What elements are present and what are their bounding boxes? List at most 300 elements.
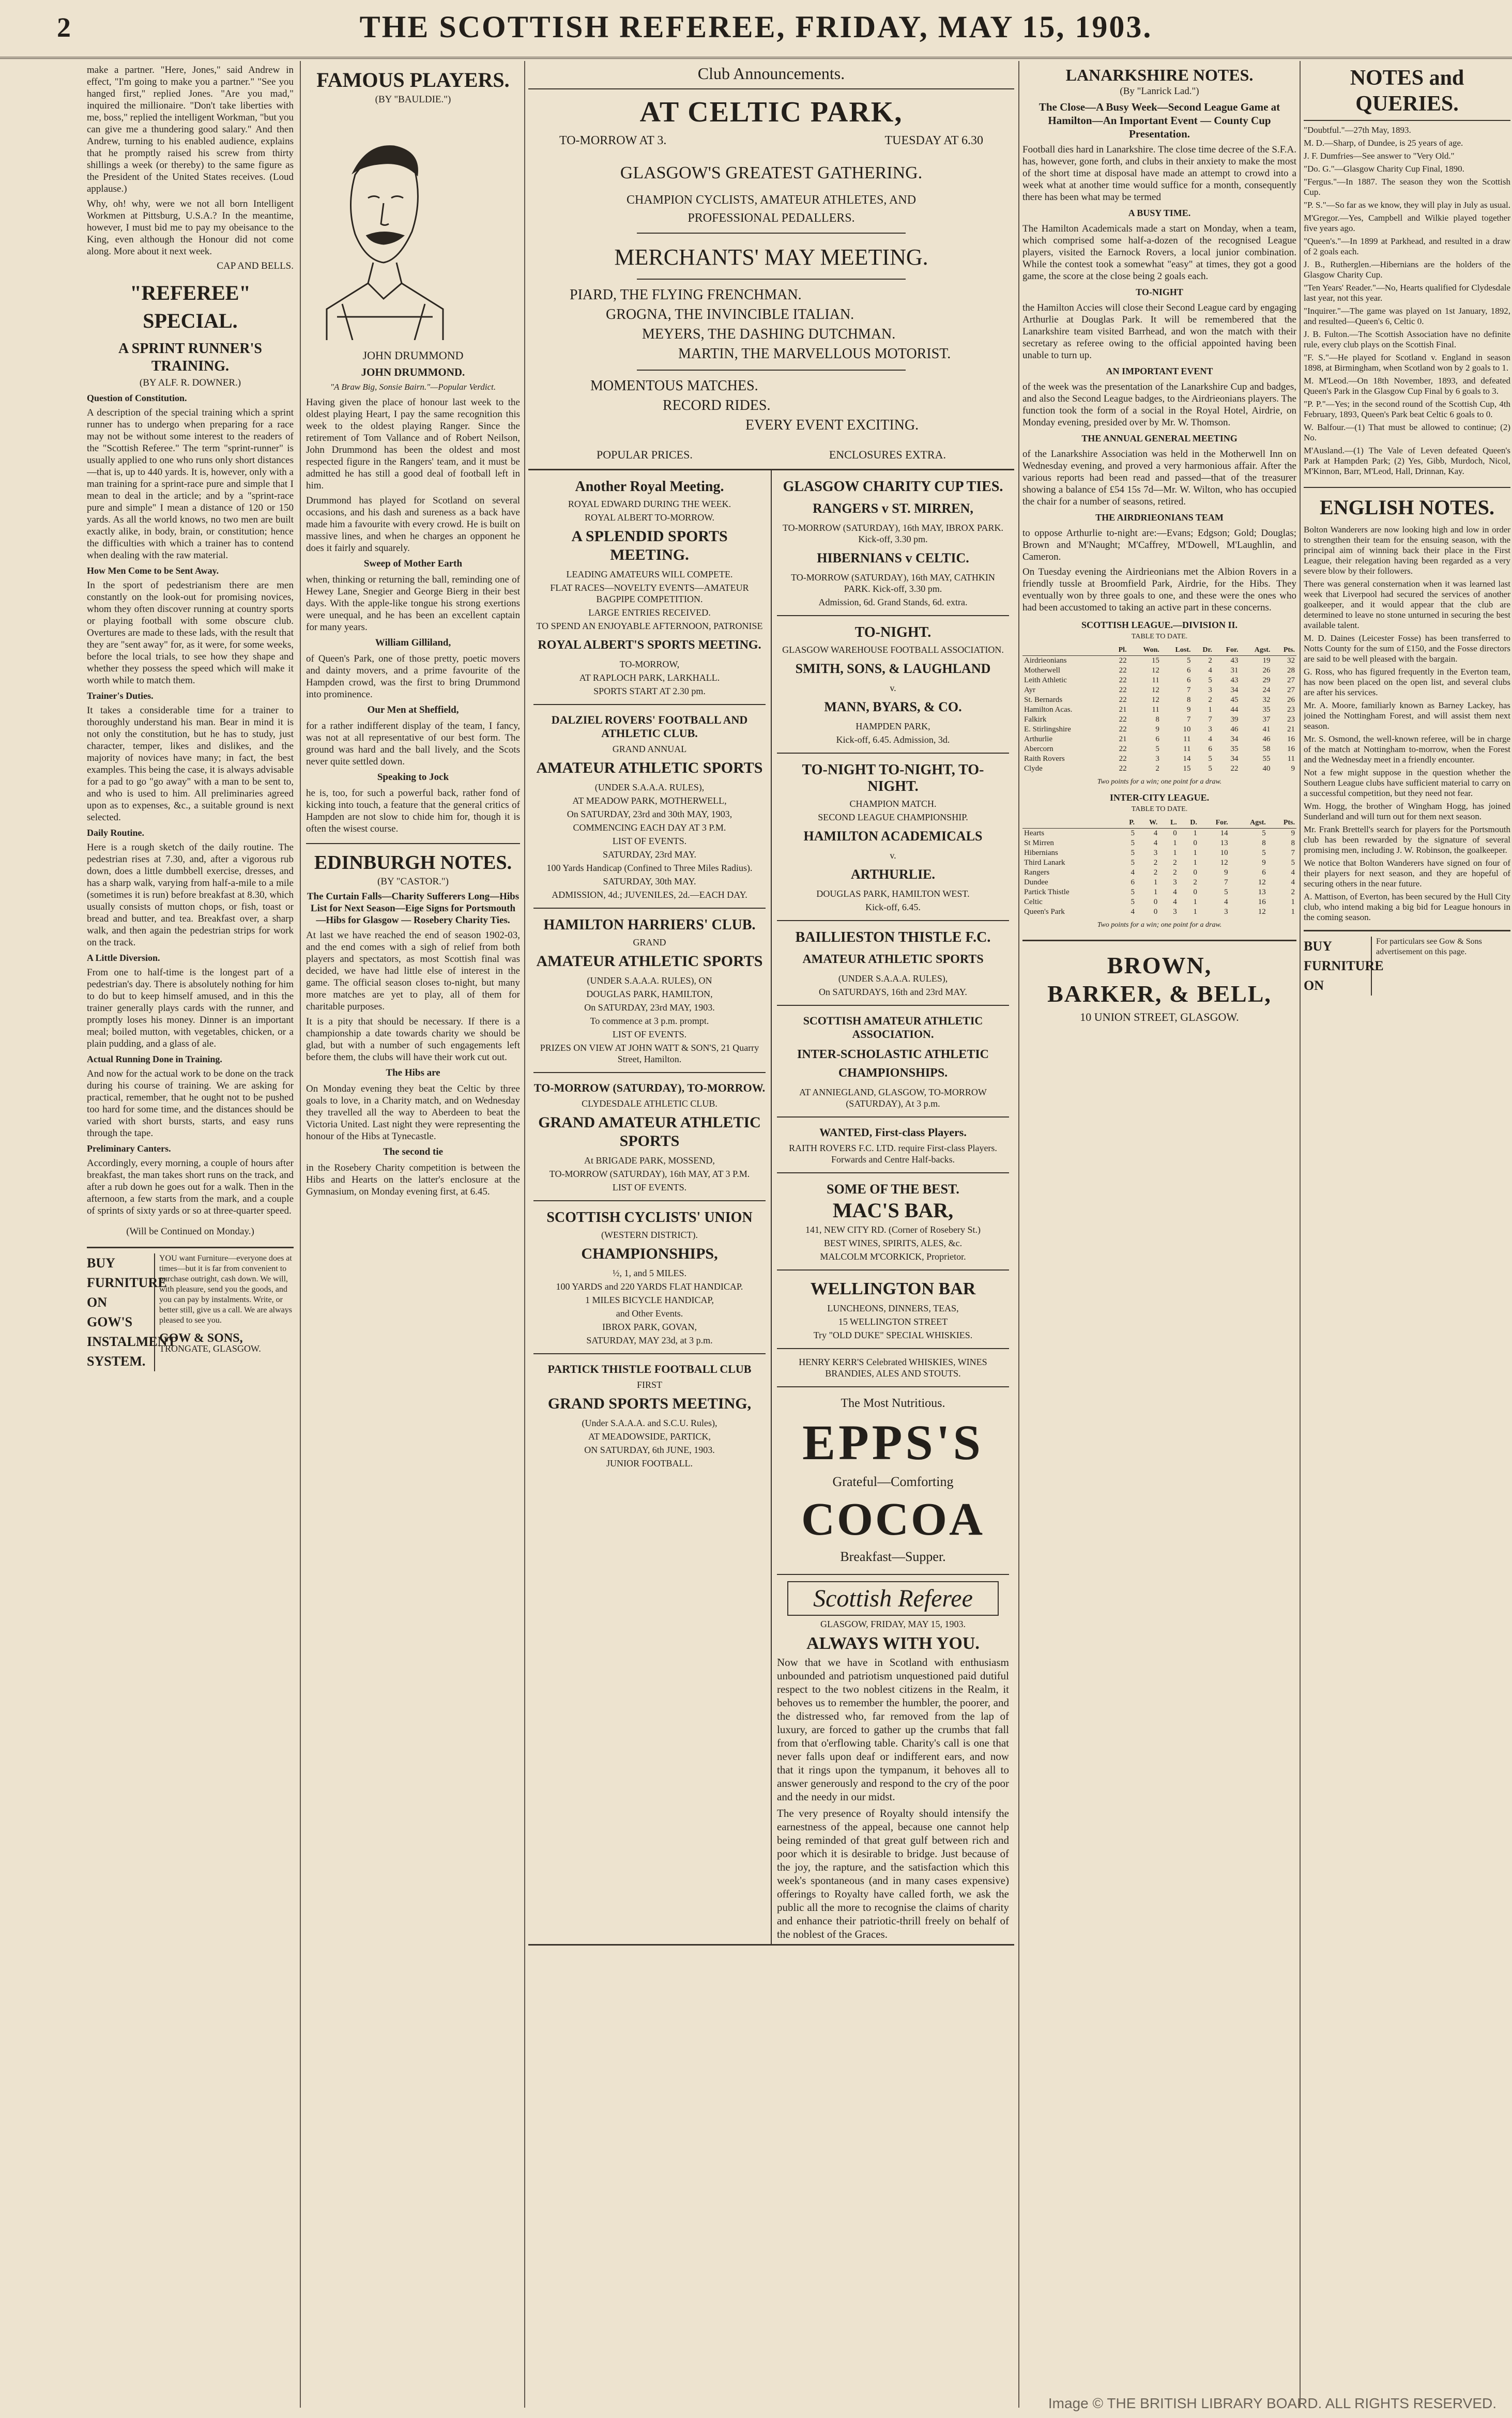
ad-word: ON bbox=[1304, 978, 1324, 993]
table-cell: 4 bbox=[1224, 898, 1228, 906]
table-cell: 1 bbox=[1193, 849, 1197, 857]
advert-line: v. bbox=[890, 683, 896, 693]
table-cell: 11 bbox=[1183, 735, 1191, 743]
article-paragraph: Having given the place of honour last week to the oldest playing Heart, I pay the same recognition this week to the oldest playing Ranger. Since the retirement of Tom Vallance and of Robert Neilson, John Drummond has been the oldest and most respected figure in the Rangers' team, and it must be admitted he has still a good deal of football left in him. bbox=[306, 397, 520, 491]
table-cell: 1 bbox=[1153, 888, 1158, 896]
advert-line: Kick-off, 6.45. Admission, 3d. bbox=[836, 734, 950, 745]
table-cell: 3 bbox=[1224, 908, 1228, 916]
column-header: P. bbox=[1119, 818, 1136, 829]
advert-title: DALZIEL ROVERS' FOOTBALL AND ATHLETIC CLUB. bbox=[551, 713, 748, 740]
brown-barker-bell-advert bbox=[1022, 940, 1296, 1024]
celtic-venue: AT CELTIC PARK, bbox=[639, 96, 903, 128]
table-cell: 9 bbox=[1262, 859, 1266, 867]
table-cell: Hearts bbox=[1024, 829, 1045, 837]
advert-line: IBROX PARK, GOVAN, bbox=[602, 1322, 697, 1332]
table-cell: 6 bbox=[1187, 666, 1191, 675]
table-cell: 11 bbox=[1152, 676, 1159, 684]
advert-line: DOUGLAS PARK, HAMILTON, bbox=[586, 989, 713, 999]
ads-left bbox=[528, 470, 772, 1944]
list-item: M'Gregor.—Yes, Campbell and Wilkie played together five years ago. bbox=[1304, 213, 1510, 233]
table-cell: 2 bbox=[1208, 656, 1212, 665]
advert bbox=[533, 705, 766, 909]
table-cell: 28 bbox=[1287, 666, 1295, 675]
advert-title: HAMILTON HARRIERS' CLUB. bbox=[543, 917, 756, 933]
intercity-table bbox=[1022, 818, 1296, 917]
column-header: For. bbox=[1199, 818, 1230, 829]
table-cell: 5 bbox=[1224, 888, 1228, 896]
article-paragraph: when, thinking or returning the ball, reminding one of Hewey Lane, Snegier and George Bierg in their best days. With the apple-like tongue his strong exertions were unequal, and he has been an excellent captain for many years. bbox=[306, 574, 520, 633]
table-cell: 14 bbox=[1183, 755, 1191, 763]
advert-line: LIST OF EVENTS. bbox=[612, 836, 687, 846]
epps-cocoa: COCOA bbox=[801, 1494, 985, 1545]
table-cell: 22 bbox=[1119, 686, 1127, 694]
celtic-footer bbox=[528, 444, 1014, 462]
advert-line: 15 WELLINGTON STREET bbox=[838, 1317, 948, 1327]
table-row bbox=[1022, 858, 1296, 868]
table-cell: 4 bbox=[1131, 908, 1135, 916]
column-header: Lost. bbox=[1161, 645, 1193, 656]
table-cell: 29 bbox=[1262, 676, 1271, 684]
table-cell: 4 bbox=[1291, 868, 1295, 877]
list-item: "Inquirer."—The game was played on 1st January, 1892, and resulted—Queen's 6, Celtic 0. bbox=[1304, 306, 1510, 326]
table-cell: 2 bbox=[1291, 888, 1295, 896]
table-cell: 34 bbox=[1230, 755, 1239, 763]
table-row bbox=[1022, 868, 1296, 878]
ad-address: TRONGATE, GLASGOW. bbox=[159, 1343, 261, 1354]
article-paragraph: The Hamilton Academicals made a start on Monday, when a team, which comprised some half-a-dozen of the recognised League players, visited the Earnock Rovers, a local junior combination. While the contest took a somewhat "easy" at times, they got a good game, the score at the close being 2 goals each. bbox=[1022, 223, 1296, 282]
table-cell: 2 bbox=[1173, 868, 1177, 877]
table-cell: 4 bbox=[1208, 735, 1212, 743]
furniture-box-advert bbox=[1304, 930, 1510, 996]
column-header: Dr. bbox=[1193, 645, 1214, 656]
ad-word: SYSTEM. bbox=[87, 1354, 146, 1369]
table-row bbox=[1022, 744, 1296, 754]
editorial-paragraph: The very presence of Royalty should intensify the earnestness of the appeal, because one cannot help being reminded of that great gulf between rich and poor which it is desirable to bridge. Just because of the joy, the rapture, and the satisfaction which this week's spontaneous (and in many cases expensive) offerings to Royalty have called forth, we ask the public all the more to recognise the claims of charity and enhance their patriotic-thrill freely on behalf of the noblest of the Graces. bbox=[777, 1807, 1009, 1940]
list-item: "P. S."—So far as we know, they will play in July as usual. bbox=[1304, 200, 1510, 210]
table-cell: Hibernians bbox=[1024, 849, 1058, 857]
subhead: The Hibs are bbox=[386, 1067, 440, 1078]
celtic-rider: MEYERS, THE DASHING DUTCHMAN. bbox=[642, 326, 896, 342]
celtic-gathering: GLASGOW'S GREATEST GATHERING. bbox=[620, 163, 923, 182]
table-row bbox=[1022, 725, 1296, 734]
table-cell: 10 bbox=[1220, 849, 1228, 857]
table-cell: 2 bbox=[1173, 859, 1177, 867]
table-cell: 15 bbox=[1183, 764, 1191, 773]
section-divider bbox=[306, 843, 520, 844]
table-cell: 9 bbox=[1224, 868, 1228, 877]
table-cell: 12 bbox=[1220, 859, 1228, 867]
table-cell: E. Stirlingshire bbox=[1024, 725, 1071, 733]
advert-headline: HIBERNIANS v CELTIC. bbox=[817, 550, 969, 565]
section-head: Preliminary Canters. bbox=[87, 1143, 171, 1154]
advert-title: SOME OF THE BEST. bbox=[827, 1182, 959, 1197]
epps-cocoa-advert bbox=[777, 1387, 1009, 1575]
celtic-line: PROFESSIONAL PEDALLERS. bbox=[688, 211, 855, 225]
advert-headline: GRAND AMATEUR ATHLETIC SPORTS bbox=[538, 1114, 761, 1150]
list-item: M. D. Daines (Leicester Fosse) has been transferred to Notts County for the sum of £150, and the Fosse directors are said to be well pleased with the bargain. bbox=[1304, 633, 1510, 664]
list-item: Mr. Frank Brettell's search for players for the Portsmouth club has been rewarded by the signature of several promising men, including J. W. Robinson, the goalkeeper. bbox=[1304, 824, 1510, 855]
advert bbox=[533, 909, 766, 1073]
table-cell: 5 bbox=[1262, 849, 1266, 857]
table-cell: 22 bbox=[1119, 755, 1127, 763]
column-header: Pts. bbox=[1272, 645, 1296, 656]
table-cell: 16 bbox=[1287, 735, 1295, 743]
table-cell: 9 bbox=[1155, 725, 1159, 733]
advert-line: On SATURDAYS, 16th and 23rd MAY. bbox=[819, 987, 967, 997]
list-item: Mr. S. Osmond, the well-known referee, will be in charge of the match at Nottingham to-morrow, when the Forest and the Wednesday meet in a friendly encounter. bbox=[1304, 734, 1510, 764]
table-cell: 7 bbox=[1291, 849, 1295, 857]
english-notes-title: ENGLISH NOTES. bbox=[1304, 487, 1510, 519]
ad-company: GOW & SONS, bbox=[159, 1332, 243, 1345]
table-cell: 8 bbox=[1291, 839, 1295, 847]
table-cell: 1 bbox=[1153, 878, 1158, 886]
subhead: THE AIRDRIEONIANS TEAM bbox=[1095, 512, 1224, 523]
advert-headline: MANN, BYARS, & CO. bbox=[824, 699, 962, 714]
advert-line: LEADING AMATEURS WILL COMPETE. bbox=[566, 569, 733, 579]
gows-advert-left bbox=[87, 1253, 176, 1371]
advert bbox=[533, 1201, 766, 1354]
table-cell: 55 bbox=[1262, 755, 1271, 763]
advert-line: HAMPDEN PARK, bbox=[856, 721, 930, 731]
image-credit: Image © THE BRITISH LIBRARY BOARD. ALL RIGHTS RESERVED. bbox=[1048, 2395, 1496, 2411]
advert-headline: SMITH, SONS, & LAUGHLAND bbox=[795, 661, 991, 676]
gows-advert bbox=[87, 1247, 294, 1371]
advert-line: DOUGLAS PARK, HAMILTON WEST. bbox=[816, 889, 970, 899]
subhead: TO-NIGHT bbox=[1136, 287, 1183, 297]
advert-line: (UNDER S.A.A.A. RULES), ON bbox=[587, 975, 712, 986]
advert-line: TO SPEND AN ENJOYABLE AFTERNOON, PATRONISE bbox=[536, 621, 763, 631]
advert-headline: A SPLENDID SPORTS MEETING. bbox=[571, 528, 728, 563]
player-name: JOHN DRUMMOND. bbox=[361, 366, 465, 378]
article-paragraph: to oppose Arthurlie to-night are:—Evans; Edgson; Gold; Douglas; Brown and M'Naught; M'Caffrey, M'Dowell, M'Laughlin, and Cameron. bbox=[1022, 528, 1296, 562]
list-item: A. Mattison, of Everton, has been secured by the Hull City club, who intend making a big bid for League honours in the coming season. bbox=[1304, 892, 1510, 922]
table-cell: 5 bbox=[1291, 859, 1295, 867]
table-cell: 23 bbox=[1287, 706, 1295, 714]
article-paragraph: Football dies hard in Lanarkshire. The close time decree of the S.F.A. has, however, gone forth, and clubs in their anxiety to make the most of the short time at disposal have made an attempt to crowd into a week what at another time would suffice for a month, consequently there has been what may be termed bbox=[1022, 144, 1296, 203]
table-cell: 4 bbox=[1208, 666, 1212, 675]
table-row bbox=[1022, 897, 1296, 907]
table-cell: 6 bbox=[1155, 735, 1159, 743]
table-cell: 12 bbox=[1258, 878, 1266, 886]
intercity-table-subtitle: TABLE TO DATE. bbox=[1131, 805, 1188, 813]
list-item: There was general consternation when it was learned last week that Liverpool had secured the services of another goalkeeper, and it would appear that the club are determined to leave no stone unturned in securing the best available talent. bbox=[1304, 579, 1510, 630]
article-title: "REFEREE" SPECIAL. bbox=[130, 281, 251, 332]
table-cell: 0 bbox=[1193, 868, 1197, 877]
advert-title: PARTICK THISTLE FOOTBALL CLUB bbox=[547, 1363, 752, 1375]
advert-headline: HAMILTON ACADEMICALS bbox=[803, 829, 983, 844]
table-cell: Abercorn bbox=[1024, 745, 1053, 753]
gows-advert-right bbox=[155, 1253, 294, 1371]
intro-paragraph: Why, oh! why, were we not all born Intelligent Workmen at Pittsburg, U.S.A.? In the meantime, however, I must bid me to pay my obeisance to the King, even although the Honour did not come along. More about it next week. bbox=[87, 198, 294, 257]
table-cell: 1 bbox=[1193, 898, 1197, 906]
section-head: How Men Come to be Sent Away. bbox=[87, 565, 219, 576]
table-cell: Motherwell bbox=[1024, 666, 1060, 675]
advert bbox=[533, 1354, 766, 1476]
advert-line: (Under S.A.A.A. and S.C.U. Rules), bbox=[582, 1418, 717, 1428]
table-cell: 26 bbox=[1287, 696, 1295, 704]
table-row bbox=[1022, 656, 1296, 666]
article-paragraph: Drummond has played for Scotland on several occasions, and his dash and sureness as a back have made him a favourite with every crowd. He is built on massive lines, and when he charges an opponent he does it fairly and squarely. bbox=[306, 495, 520, 554]
section bbox=[87, 393, 294, 561]
table-cell: 13 bbox=[1220, 839, 1228, 847]
table-cell: 5 bbox=[1155, 745, 1159, 753]
advert-title: Another Royal Meeting. bbox=[575, 479, 724, 495]
league-table bbox=[1022, 645, 1296, 774]
table-cell: 3 bbox=[1208, 686, 1212, 694]
advert-line: ON SATURDAY, 6th JUNE, 1903. bbox=[584, 1445, 715, 1455]
column-rule bbox=[300, 61, 301, 2408]
table-row bbox=[1022, 695, 1296, 705]
table-cell: 2 bbox=[1193, 878, 1197, 886]
table-cell: 7 bbox=[1187, 715, 1191, 724]
table-cell: St. Bernards bbox=[1024, 696, 1063, 704]
advert-headline: AMATEUR ATHLETIC SPORTS bbox=[536, 953, 763, 970]
divider bbox=[637, 279, 906, 280]
masthead bbox=[0, 0, 1512, 59]
table-header-row bbox=[1022, 645, 1296, 656]
column-header: Pl. bbox=[1109, 645, 1128, 656]
subhead: Our Men at Sheffield, bbox=[367, 705, 459, 715]
subhead: Sweep of Mother Earth bbox=[363, 558, 463, 569]
table-cell: 45 bbox=[1230, 696, 1239, 704]
table-cell: 8 bbox=[1187, 696, 1191, 704]
table-cell: 0 bbox=[1173, 829, 1177, 837]
table-cell: 40 bbox=[1262, 764, 1271, 773]
league-table-note: Two points for a win; one point for a draw. bbox=[1097, 778, 1222, 786]
advert-line: On SATURDAY, 23rd MAY, 1903. bbox=[584, 1002, 715, 1013]
list-item: M. D.—Sharp, of Dundee, is 25 years of age. bbox=[1304, 138, 1463, 148]
advert-line: SATURDAY, MAY 23d, at 3 p.m. bbox=[586, 1335, 713, 1345]
table-cell: 9 bbox=[1291, 764, 1295, 773]
table-cell: 37 bbox=[1262, 715, 1271, 724]
editorial-title: ALWAYS WITH YOU. bbox=[806, 1634, 980, 1653]
ad-word: ON bbox=[87, 1295, 107, 1310]
table-cell: 22 bbox=[1119, 676, 1127, 684]
table-row bbox=[1022, 676, 1296, 685]
subhead: THE ANNUAL GENERAL MEETING bbox=[1081, 433, 1238, 443]
table-row bbox=[1022, 878, 1296, 887]
article-paragraph: the Hamilton Accies will close their Second League card by engaging Arthurlie at Douglas Park. It will be remembered that the Lanarkshire team visited Barrhead, and won the match with their secretary as referee owing to the official appointed having been unable to turn up. bbox=[1022, 302, 1296, 361]
table-cell: 22 bbox=[1119, 666, 1127, 675]
ad-word: FURNITURE bbox=[87, 1275, 167, 1290]
article-paragraph: of Queen's Park, one of those pretty, poetic movers and dainty movers, and a prime favourite of the Hampden crowd, was the first to bring Drummond into prominence. bbox=[306, 653, 520, 700]
article-paragraph: of the Lanarkshire Association was held in the Motherwell Inn on Wednesday evening, and proved a very harmonious affair. After the various reports had been read and passed—that of the treasurer showing a balance of £54 15s 7d—Mr. W. Wilton, who has occupied the chair for a number of seasons, retired. bbox=[1022, 449, 1296, 507]
edinburgh-notes-summary: The Curtain Falls—Charity Sufferers Long—Hibs List for Next Season—Eige Signs for Portsmouth—Hibs for Glasgow — Rosebery Charity Ties. bbox=[307, 891, 520, 926]
table-cell: 5 bbox=[1131, 839, 1135, 847]
table-cell: 1 bbox=[1291, 908, 1295, 916]
advert-line: BEST WINES, SPIRITS, ALES, &c. bbox=[823, 1238, 963, 1248]
advert bbox=[533, 470, 766, 705]
advert-line: TO-MORROW (SATURDAY), 16th MAY, AT 3 P.M. bbox=[549, 1169, 750, 1179]
table-cell: 13 bbox=[1258, 888, 1266, 896]
advert-line: JUNIOR FOOTBALL. bbox=[606, 1458, 693, 1468]
epps-top: The Most Nutritious. bbox=[841, 1397, 945, 1410]
table-cell: 5 bbox=[1262, 829, 1266, 837]
advert-line: v. bbox=[890, 850, 896, 861]
table-cell: 24 bbox=[1262, 686, 1271, 694]
advert-line: TO-MORROW, bbox=[619, 659, 680, 669]
wellington-bar-advert bbox=[777, 1271, 1009, 1349]
table-cell: 2 bbox=[1153, 859, 1158, 867]
advert-line: 1 MILES BICYCLE HANDICAP, bbox=[585, 1295, 714, 1305]
table-cell: 43 bbox=[1230, 676, 1239, 684]
advert-line: COMMENCING EACH DAY AT 3 P.M. bbox=[573, 822, 726, 833]
table-cell: 41 bbox=[1262, 725, 1271, 733]
table-cell: 6 bbox=[1262, 868, 1266, 877]
advert-headline: ROYAL ALBERT'S SPORTS MEETING. bbox=[538, 638, 761, 652]
table-cell: 12 bbox=[1151, 666, 1159, 675]
advert bbox=[777, 470, 1009, 616]
advert-line: LUNCHEONS, DINNERS, TEAS, bbox=[827, 1303, 959, 1313]
article-paragraph: in the Rosebery Charity competition is between the Hibs and Hearts on the latter's enclosure at the Gymnasium, on Monday evening first, at 6.45. bbox=[306, 1162, 520, 1197]
advert-line: HENRY KERR'S Celebrated WHISKIES, WINES BRANDIES, ALES AND STOUTS. bbox=[799, 1357, 987, 1379]
celtic-meeting-title: MERCHANTS' MAY MEETING. bbox=[614, 244, 928, 270]
advert-headline: INTER-SCHOLASTIC ATHLETIC CHAMPIONSHIPS. bbox=[797, 1048, 989, 1080]
advert-line: LIST OF EVENTS. bbox=[612, 1029, 687, 1039]
advert-line: CLYDESDALE ATHLETIC CLUB. bbox=[582, 1098, 717, 1109]
table-cell: 23 bbox=[1287, 715, 1295, 724]
section-head: A Little Diversion. bbox=[87, 953, 160, 963]
table-cell: 0 bbox=[1193, 839, 1197, 847]
section-text: Here is a rough sketch of the daily routine. The pedestrian rises at 7.30, and, after a vigorous rub down, does a little dumbbell exercise, dresses, and has a sharp walk, varying from half-a-mile to a mile (sometimes it is run) before breakfast at 8.30, which usually consists of mutton chops, or fish, toast or bread and butter, and tea. Breakfast over, a sharp walk, and then again the pedestrian strips for work on the track. bbox=[87, 842, 294, 948]
article-paragraph: At last we have reached the end of season 1902-03, and the end comes with a sigh of relief from both players and spectators, as most Scottish final was decided, we have had little else of interest in the game. The official season closes to-night, but many more matches are yet to play, all of them for charitable purposes. bbox=[306, 930, 520, 1012]
league-table-title: SCOTTISH LEAGUE.—DIVISION II. bbox=[1081, 620, 1238, 630]
portrait-sketch-icon bbox=[306, 113, 461, 340]
list-item: "Queen's."—In 1899 at Parkhead, and resulted in a draw of 2 goals each. bbox=[1304, 236, 1510, 256]
table-cell: 43 bbox=[1230, 656, 1239, 665]
advert-headline: MAC'S BAR, bbox=[832, 1199, 954, 1222]
table-cell: 9 bbox=[1187, 706, 1191, 714]
advert-title: SCOTTISH CYCLISTS' UNION bbox=[546, 1210, 753, 1226]
table-row bbox=[1022, 666, 1296, 676]
table-row bbox=[1022, 764, 1296, 774]
section-head: Question of Constitution. bbox=[87, 393, 187, 403]
portrait-signature: JOHN DRUMMOND bbox=[362, 349, 464, 362]
advert bbox=[777, 1006, 1009, 1118]
section-head: Trainer's Duties. bbox=[87, 691, 154, 701]
advert-line: On SATURDAY, 23rd and 30th MAY, 1903, bbox=[567, 809, 732, 819]
table-cell: 9 bbox=[1291, 829, 1295, 837]
page-number: 2 bbox=[57, 12, 71, 43]
editorial-paragraph: Now that we have in Scotland with enthusiasm unbounded and patriotism unquestioned paid dutiful respect to the two noblest citizens in the Realm, it behoves us to remember the humbler, the poorer, and the distressed who, far removed from the lap of luxury, are forced to gather up the crumbs that fall from that o'erflowing table. Charity's call is one that never falls upon deaf or indifferent ears, and now that it rings upon the tympanum, it behoves all to answer generously and respond to the cry of the poor and the needy in our midst. bbox=[777, 1656, 1009, 1803]
table-cell: Dundee bbox=[1024, 878, 1048, 886]
subhead: A BUSY TIME. bbox=[1128, 208, 1191, 218]
epps-sub: Grateful—Comforting bbox=[832, 1474, 954, 1489]
ad-word: BUY bbox=[1304, 939, 1332, 954]
table-body bbox=[1022, 656, 1296, 774]
table-row bbox=[1022, 907, 1296, 917]
table-cell: Partick Thistle bbox=[1024, 888, 1070, 896]
table-cell: 39 bbox=[1230, 715, 1239, 724]
advert-line: At BRIGADE PARK, MOSSEND, bbox=[584, 1155, 715, 1166]
section-text: Accordingly, every morning, a couple of hours after breakfast, the man takes short runs on the track, and after a rub down he goes out for a walk. Then in the afternoon, a few starts from the mark, and a couple of sprints of sixty yards or so at three-quarter speed. bbox=[87, 1158, 294, 1216]
advert-headline: GRAND SPORTS MEETING, bbox=[547, 1395, 752, 1412]
article-paragraph: he is, too, for such a powerful back, rather fond of kicking into touch, a feature that the general critics of Hampden are not slow to chide him for, though it is often the wisest course. bbox=[306, 788, 520, 834]
table-cell: 22 bbox=[1119, 764, 1127, 773]
section bbox=[87, 565, 294, 686]
column-5 bbox=[1304, 61, 1510, 2397]
list-item: Wm. Hogg, the brother of Wingham Hogg, has joined Sunderland and will turn out for them next season. bbox=[1304, 801, 1510, 821]
table-cell: 22 bbox=[1119, 656, 1127, 665]
advert-line: ADMISSION, 4d.; JUVENILES, 2d.—EACH DAY. bbox=[552, 890, 747, 900]
table-cell: 21 bbox=[1119, 706, 1127, 714]
table-cell: 5 bbox=[1208, 676, 1212, 684]
advert-line: PRIZES ON VIEW AT JOHN WATT & SON'S, 21 Quarry Street, Hamilton. bbox=[540, 1043, 759, 1064]
table-cell: Raith Rovers bbox=[1024, 755, 1065, 763]
table-cell: 27 bbox=[1287, 676, 1295, 684]
advert-line: (UNDER S.A.A.A. RULES), bbox=[838, 973, 948, 984]
advert bbox=[533, 1073, 766, 1201]
article-paragraph: of the week was the presentation of the Lanarkshire Cup and badges, and also the Second League badges, to the Airdrieonians players. The function took the form of a social in the Royal Hotel, Airdrie, on Monday evening, presided over by Mr. W. Thomson. bbox=[1022, 381, 1296, 428]
table-cell: 34 bbox=[1230, 686, 1239, 694]
table-cell: 15 bbox=[1151, 656, 1159, 665]
column-header: D. bbox=[1179, 818, 1199, 829]
table-cell: 3 bbox=[1153, 849, 1158, 857]
section bbox=[87, 953, 294, 1050]
table-header-row bbox=[1022, 818, 1296, 829]
table-cell: Falkirk bbox=[1024, 715, 1047, 724]
table-row bbox=[1022, 685, 1296, 695]
list-item: J. B. Fulton.—The Scottish Association have no definite rule, every club plays on the Scottish Final. bbox=[1304, 329, 1510, 349]
table-cell: 22 bbox=[1230, 764, 1239, 773]
advert-line: SATURDAY, 23rd MAY. bbox=[602, 849, 697, 860]
section bbox=[87, 828, 294, 948]
table-cell: 2 bbox=[1153, 868, 1158, 877]
table-cell: 11 bbox=[1183, 745, 1191, 753]
column-rule bbox=[1018, 61, 1019, 2408]
advert-line: ROYAL ALBERT TO-MORROW. bbox=[584, 512, 715, 523]
celtic-park-advert bbox=[528, 96, 1014, 470]
table-cell: 2 bbox=[1155, 764, 1159, 773]
advert bbox=[777, 921, 1009, 1006]
subhead: William Gilliland, bbox=[375, 637, 451, 648]
table-cell: 1 bbox=[1193, 908, 1197, 916]
celtic-rider: PIARD, THE FLYING FRENCHMAN. bbox=[570, 287, 802, 303]
subhead: Speaking to Jock bbox=[377, 772, 449, 783]
table-cell: 4 bbox=[1173, 898, 1177, 906]
table-cell: 6 bbox=[1208, 745, 1212, 753]
lanarkshire-notes-title: LANARKSHIRE NOTES. bbox=[1065, 66, 1254, 84]
celtic-footer-right: ENCLOSURES EXTRA. bbox=[829, 448, 946, 461]
table-cell: Queen's Park bbox=[1024, 908, 1065, 916]
table-cell: 3 bbox=[1173, 878, 1177, 886]
advert-headline: RANGERS v ST. MIRREN, bbox=[813, 501, 973, 516]
ad-word: INSTALMENT bbox=[87, 1334, 176, 1349]
advert-headline: CHAMPIONSHIPS, bbox=[581, 1245, 718, 1262]
table-cell: 8 bbox=[1155, 715, 1159, 724]
table-cell: 5 bbox=[1208, 764, 1212, 773]
list-item: Bolton Wanderers are now looking high and low in order to strengthen their team for the ensuing season, with the principal aim of winning back their place in the First League, their relegation having been regarded as a very severe blow by their followers. bbox=[1304, 525, 1510, 576]
table-cell: 6 bbox=[1131, 878, 1135, 886]
advert-line: TO-MORROW (SATURDAY), 16th MAY, CATHKIN PARK. Kick-off, 3.30 pm. bbox=[791, 572, 995, 594]
celtic-event: MOMENTOUS MATCHES. bbox=[590, 378, 758, 394]
column-header: W. bbox=[1136, 818, 1159, 829]
table-cell: 21 bbox=[1119, 735, 1127, 743]
list-item: J. B., Rutherglen.—Hibernians are the holders of the Glasgow Charity Cup. bbox=[1304, 259, 1510, 280]
notes-queries-title: NOTES and QUERIES. bbox=[1304, 65, 1510, 121]
ad-word: BUY bbox=[87, 1256, 115, 1271]
table-cell: 21 bbox=[1287, 725, 1295, 733]
advert-line: SPORTS START AT 2.30 pm. bbox=[593, 686, 706, 696]
table-cell: 6 bbox=[1187, 676, 1191, 684]
section-text: From one to half-time is the longest part of a pedestrian's day. There is absolutely nothing for him to do but to keep himself amused, and in this the trainer generally plays cards with the runner, and promptly loses his money. Dinner is an important meal; boiled mutton, with vegetables, chicken, or a plain pudding, and a glass of ale. bbox=[87, 967, 294, 1049]
table-cell: Hamilton Acas. bbox=[1024, 706, 1073, 714]
table-cell: 58 bbox=[1262, 745, 1271, 753]
column-header: L. bbox=[1159, 818, 1179, 829]
column-header: For. bbox=[1214, 645, 1240, 656]
list-item: G. Ross, who has figured frequently in the Everton team, has now been placed on the open list, and several clubs are after his services. bbox=[1304, 667, 1510, 697]
table-cell: 22 bbox=[1119, 745, 1127, 753]
